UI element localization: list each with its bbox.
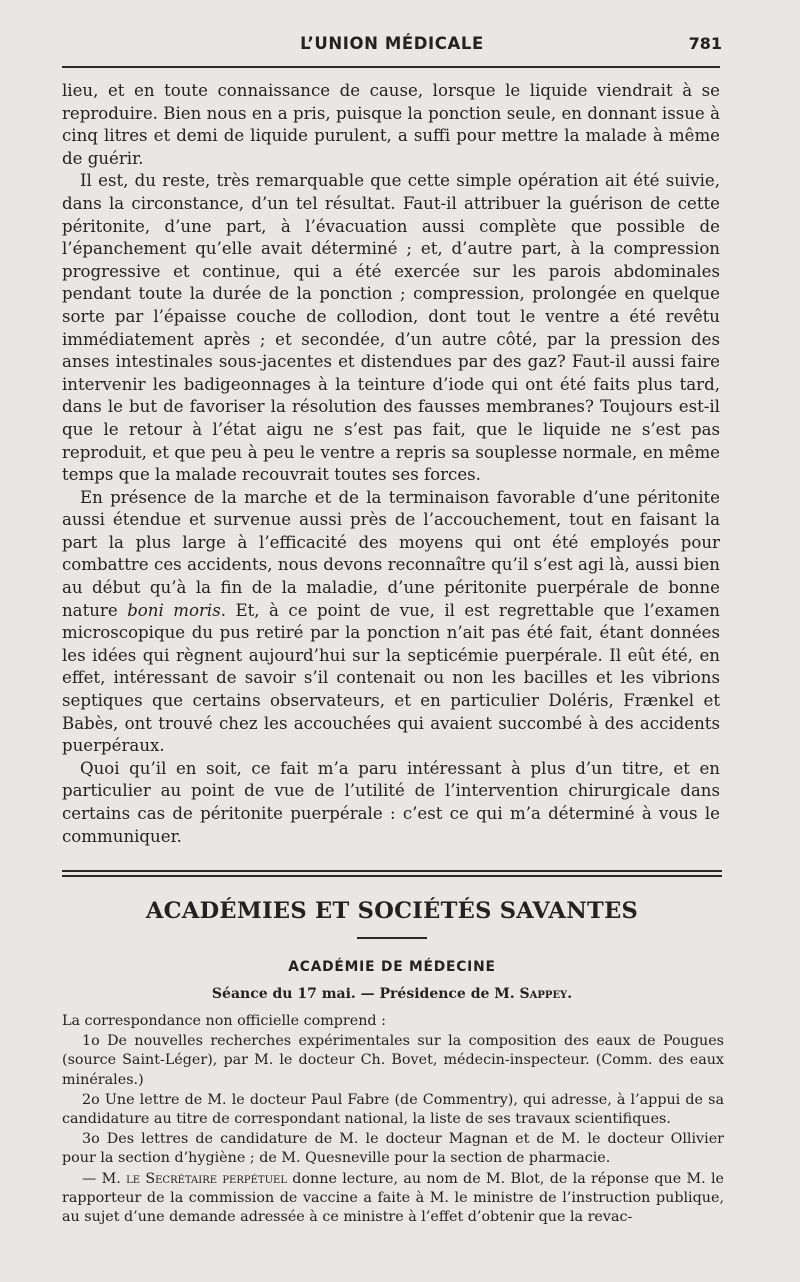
body-paragraph: lieu, et en toute connaissance de cause, lorsque le liquide viendrait à se reproduire. Bien nous en a pris, puisque la ponction seule, en donnant issue à cinq litres et demi de liquide purulent, a suffi pour mettre la malade à même de guérir. [62, 81, 720, 168]
proceedings-text-rest: donne lecture, au nom de M. Blot, de la réponse que M. le rapporteur de la commission de vaccine a faite à M. le ministre de l’instruction publique, au sujet d’une demande adressée à ce ministre à l’effet d’obtenir que la revac- [62, 1170, 725, 1226]
secretary-title: le Secrétaire perpétuel [126, 1170, 287, 1187]
title-rule [357, 937, 427, 939]
proceedings-paragraph: 1o De nouvelles recherches expérimentales sur la composition des eaux de Pougues (source Saint-Léger), par M. le docteur Ch. Bovet, médecin-inspecteur. (Comm. des eaux minérales.) [62, 1033, 724, 1088]
proceedings-text-prefix: — M. [82, 1170, 121, 1187]
body-text: . Et, à ce point de vue, il est regrettable que l’examen microscopique du pus retiré par la ponction n’ait pas été fait, étant données les idées qui règnent aujourd’hui sur la septicémie puerpérale. Il eût été, en effet, intéressant de savoir s’il contenait ou non les bacilles et les vibrions septiques que certains observateurs, et en particulier Doléris, Frænkel et Babès, ont trouvé chez les accouchées qui avaient succombé à des accidents puerpéraux. [62, 600, 720, 756]
proceedings-paragraph [62, 1170, 724, 1228]
latin-phrase: boni moris [127, 600, 221, 620]
running-head [62, 34, 722, 58]
proceedings-paragraph: La correspondance non officielle comprend : [62, 1013, 386, 1029]
body-paragraph [62, 487, 720, 758]
proceedings-text [62, 1012, 724, 1228]
article-body [62, 80, 720, 848]
running-title: L’UNION MÉDICALE [300, 34, 484, 53]
section-title: ACADÉMIES ET SOCIÉTÉS SAVANTES [145, 898, 639, 924]
proceedings-paragraph: 2o Une lettre de M. le docteur Paul Fabre (de Commentry), qui adresse, à l’appui de sa candidature au titre de correspondant national, la liste de ses travaux scientifiques. [62, 1091, 724, 1128]
body-paragraph: Quoi qu’il en soit, ce fait m’a paru intéressant à plus d’un titre, et en particulier au point de vue de l’utilité de l’intervention chirurgicale dans certains cas de péritonite puerpérale : c’est ce qui m’a déterminé à vous le communiquer. [62, 758, 720, 846]
session-line [62, 986, 722, 1002]
body-paragraph: Il est, du reste, très remarquable que cette simple opération ait été suivie, dans la circonstance, d’un tel résultat. Faut-il attribuer la guérison de cette péritonite, d’une part, à l’évacuation aussi complète que possible de l’épanchement qu’elle avait déterminé ; et, d’autre part, à la compression progressive et continue, qui a été exercée sur les parois abdominales pendant toute la durée de la ponction ; compression, prolongée en quelque sorte par l’épaisse couche de collodion, dont tout le ventre a été revêtu immédiatement après ; et secondée, d’un autre côté, par la pression des anses intestinales sous-jacentes et distendues par des gaz? Faut-il aussi faire intervenir les badigeonnages à la teinture d’iode qui ont été faits plus tard, dans le but de favoriser la résolution des fausses membranes? Toujours est-il que le retour à l’état aigu ne s’est pas fait, que le liquide ne s’est pas reproduit, et que peu à peu le ventre a repris sa souplesse normale, en même temps que la malade recouvrait toutes ses forces. [62, 171, 720, 485]
page-number: 781 [688, 34, 722, 53]
header-rule [62, 66, 720, 68]
section-divider [62, 870, 722, 877]
session-text: Séance du 17 mai. — Présidence de M. [211, 986, 515, 1002]
proceedings-paragraph: 3o Des lettres de candidature de M. le docteur Magnan et de M. le docteur Ollivier pour la section d’hygiène ; de M. Quesneville pour la section de pharmacie. [62, 1131, 724, 1167]
president-name: Sappey. [519, 986, 573, 1002]
body-text: En présence de la marche et de la terminaison favorable d’une péritonite aussi étendue et survenue aussi près de l’accouchement, tout en faisant la part la plus large à l’efficacité des moyens qui ont été employés pour combattre ces accidents, nous devons reconnaître qu’il s’est agi là, aussi bien au début qu’à la fin de la maladie, d’une péritonite puerpérale de bonne nature [62, 487, 720, 620]
subsection-title: ACADÉMIE DE MÉDECINE [288, 959, 496, 975]
